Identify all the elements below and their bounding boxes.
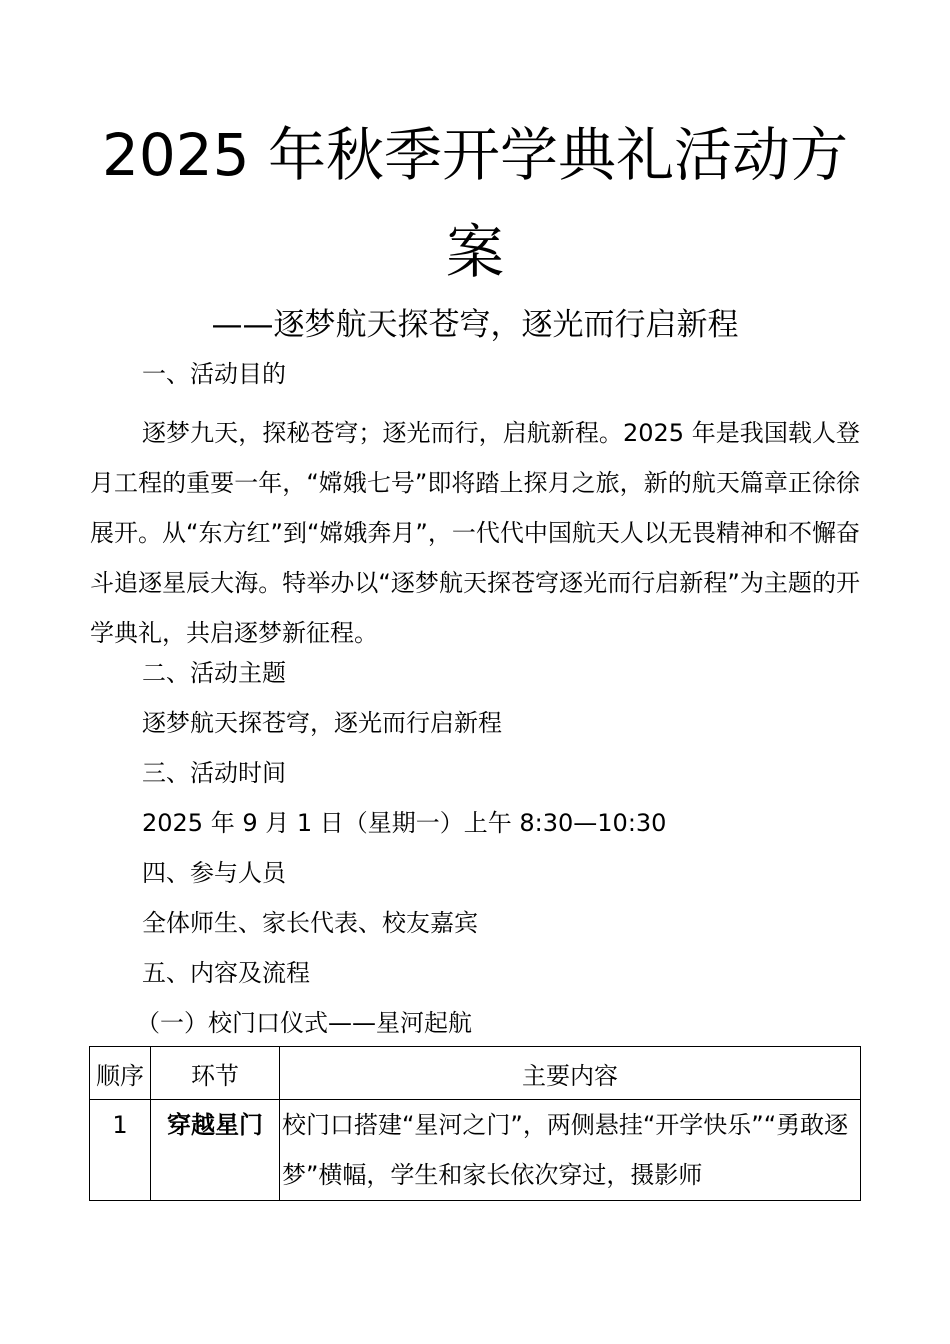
section1-heading: 一、活动目的 <box>142 360 286 388</box>
flow-table <box>89 1046 861 1201</box>
section3-body: 2025 年 9 月 1 日（星期一）上午 8:30—10:30 <box>142 809 667 837</box>
doc-title-line2: 案 <box>445 218 504 286</box>
header-content: 主要内容 <box>280 1047 861 1100</box>
section4-heading: 四、参与人员 <box>142 859 286 887</box>
doc-subtitle: ——逐梦航天探苍穹，逐光而行启新程 <box>211 307 739 343</box>
table-row <box>90 1100 861 1201</box>
header-order: 顺序 <box>90 1047 151 1100</box>
subsection1-heading: （一）校门口仪式——星河起航 <box>136 1009 472 1037</box>
section1-body: 逐梦九天，探秘苍穹；逐光而行，启航新程。2025 年是我国载人登月工程的重要一年，“嫦娥七号”即将踏上探月之旅，新的航天篇章正徐徐展开。从“东方红”到“嫦娥奔月”，一代代中国航天人以无畏精神和不懈奋斗追逐星辰大海。特举办以“逐梦航天探苍穹逐光而行启新程”为主题的开学典礼，共启逐梦新征程。 <box>90 419 860 647</box>
section5-heading: 五、内容及流程 <box>142 959 310 987</box>
table-header-row <box>90 1047 861 1100</box>
header-step: 环节 <box>151 1047 280 1100</box>
section2-body: 逐梦航天探苍穹，逐光而行启新程 <box>142 709 502 737</box>
row-step: 穿越星门 <box>151 1100 280 1201</box>
row-order: 1 <box>90 1100 151 1201</box>
row-content: 校门口搭建“星河之门”，两侧悬挂“开学快乐”“勇敢逐梦”横幅，学生和家长依次穿过，摄影师 <box>280 1100 861 1201</box>
section2-heading: 二、活动主题 <box>142 659 286 687</box>
section3-heading: 三、活动时间 <box>142 759 286 787</box>
doc-title-line1: 2025 年秋季开学典礼活动方 <box>101 121 849 189</box>
section4-body: 全体师生、家长代表、校友嘉宾 <box>142 909 478 937</box>
